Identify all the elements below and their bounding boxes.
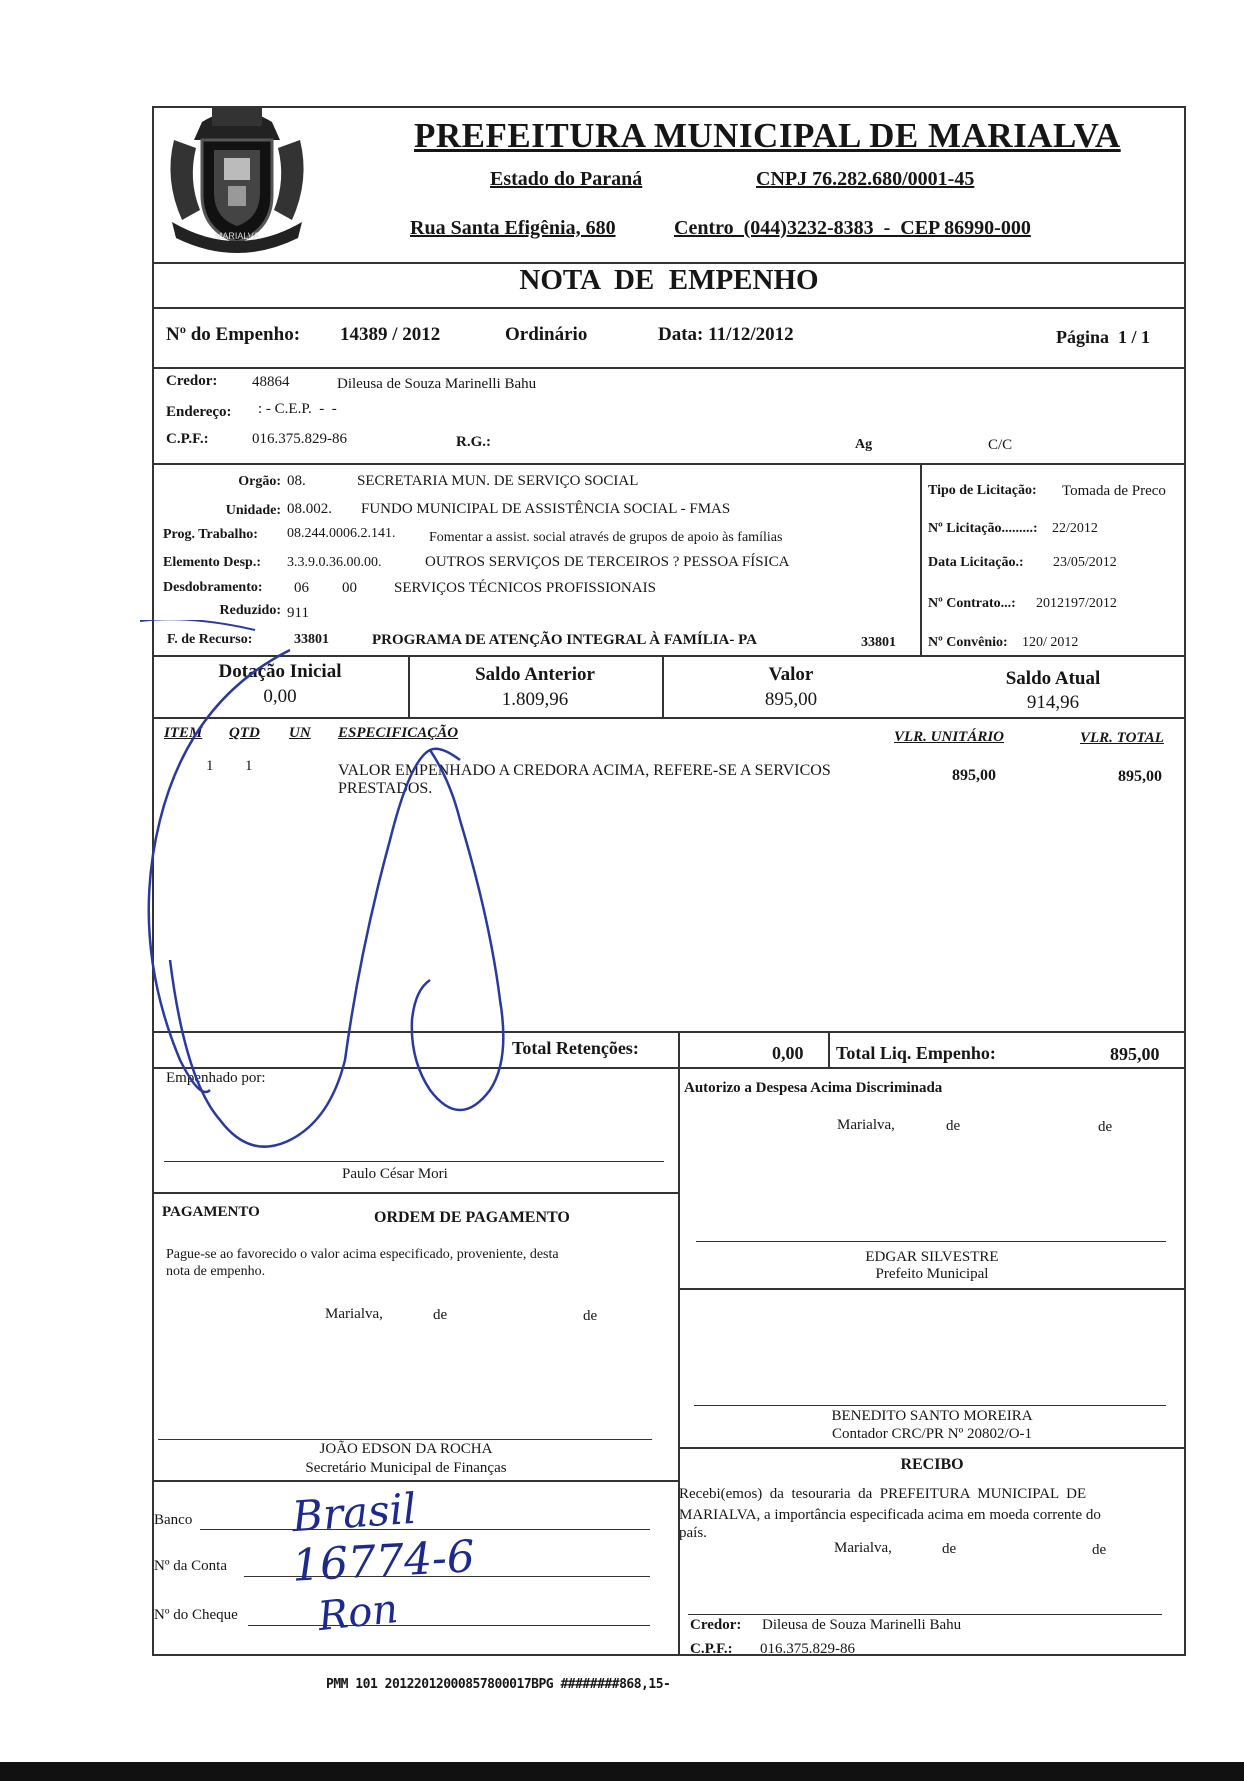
pagamento-label: PAGAMENTO: [162, 1204, 260, 1220]
liquido-label: Total Liq. Empenho:: [836, 1043, 996, 1063]
saldo-atual-label: Saldo Atual: [1005, 668, 1101, 689]
item-spec-line1: VALOR EMPENHADO A CREDORA ACIMA, REFERE-SE A SERVICOS: [338, 762, 831, 779]
saldo-anterior-value: 1.809,96: [501, 689, 569, 710]
col-item-header: ITEM: [164, 725, 203, 741]
empenho-date: Data: 11/12/2012: [658, 324, 794, 345]
handwritten-signature: [130, 620, 690, 1180]
page-number: Página 1 / 1: [1056, 327, 1151, 347]
empenho-number-label: Nº do Empenho:: [166, 324, 301, 345]
recibo-title: RECIBO: [900, 1456, 964, 1473]
convenio-label: Nº Convênio:: [928, 635, 1008, 650]
valor-label: Valor: [768, 664, 814, 685]
autorizo-label: Autorizo a Despesa Acima Discriminada: [684, 1080, 943, 1096]
orgao-name: SECRETARIA MUN. DE SERVIÇO SOCIAL: [357, 473, 639, 489]
contrato-value: 2012197/2012: [1036, 596, 1117, 611]
convenio-value: 120/ 2012: [1022, 635, 1079, 650]
desdob-code2: 00: [342, 580, 357, 596]
address-label: Rua Santa Efigênia, 680: [410, 217, 616, 239]
pagamento-place: Marialva,: [325, 1306, 383, 1322]
numero-licitacao-label: Nº Licitação.........:: [928, 521, 1038, 536]
cpf-label: C.P.F.:: [166, 431, 209, 447]
contador-role: Contador CRC/PR Nº 20802/O-1: [831, 1426, 1033, 1442]
valor-value: 895,00: [764, 689, 818, 710]
recibo-text-line2: MARIALVA, a importância especificada acima em moeda corrente do: [679, 1507, 1101, 1523]
svg-text:MARIALVA: MARIALVA: [214, 231, 260, 241]
reduzido-value: 911: [287, 605, 309, 621]
conta-handwritten: 16774-6: [290, 1531, 477, 1592]
col-unit-header: VLR. UNITÁRIO: [894, 729, 1005, 745]
unidade-name: FUNDO MUNICIPAL DE ASSISTÊNCIA SOCIAL - FMAS: [361, 501, 731, 517]
saldo-atual-value: 914,96: [1026, 692, 1080, 713]
numero-licitacao-value: 22/2012: [1052, 521, 1098, 536]
retencoes-label: Total Retenções:: [512, 1038, 639, 1058]
col-total-header: VLR. TOTAL: [1080, 730, 1164, 746]
footer-code: PMM 101 20122012000857800017BPG ########868,15-: [326, 1677, 671, 1692]
retencoes-value: 0,00: [772, 1043, 804, 1063]
recibo-text-line3: país.: [679, 1525, 707, 1541]
recibo-cpf-label: C.P.F.:: [690, 1641, 733, 1657]
data-licitacao-label: Data Licitação.:: [928, 555, 1024, 570]
dotacao-inicial-label: Dotação Inicial: [218, 661, 342, 682]
ag-label: Ag: [855, 437, 873, 452]
recibo-de2: de: [1092, 1542, 1107, 1558]
coat-of-arms-icon: [162, 100, 312, 260]
endereco-label: Endereço:: [166, 404, 232, 420]
recurso-code2: 33801: [861, 635, 896, 650]
item-unit-value: 895,00: [952, 767, 996, 784]
empenho-number: 14389 / 2012: [340, 324, 441, 345]
state-label: Estado do Paraná: [490, 168, 643, 190]
empenhado-label: Empenhado por:: [166, 1070, 266, 1086]
cpf-value: 016.375.829-86: [252, 431, 347, 447]
tipo-licitacao-label: Tipo de Licitação:: [928, 483, 1037, 498]
recurso-code: 33801: [294, 632, 329, 647]
recurso-label: F. de Recurso:: [167, 632, 253, 647]
saldo-anterior-label: Saldo Anterior: [475, 664, 595, 685]
recibo-cpf-value: 016.375.829-86: [760, 1641, 855, 1657]
recibo-text-line1: Recebi(emos) da tesouraria da PREFEITURA MUNICIPAL DE: [679, 1486, 1087, 1502]
banco-label: Banco: [154, 1512, 193, 1528]
prog-label: Prog. Trabalho:: [163, 527, 258, 542]
pagamento-de2: de: [583, 1308, 598, 1324]
item-number: 1: [206, 758, 214, 774]
rg-label: R.G.:: [456, 434, 491, 450]
pagamento-role: Secretário Municipal de Finanças: [305, 1460, 507, 1476]
recibo-credor-label: Credor:: [690, 1617, 742, 1633]
pagamento-text-line1: Pague-se ao favorecido o valor acima especificado, proveniente, desta: [166, 1247, 559, 1262]
recurso-name: PROGRAMA DE ATENÇÃO INTEGRAL À FAMÍLIA- PA: [372, 632, 758, 648]
autorizo-place: Marialva,: [837, 1117, 895, 1133]
elemento-code: 3.3.9.0.36.00.00.: [287, 555, 382, 570]
recibo-place: Marialva,: [834, 1540, 892, 1556]
dotacao-inicial-value: 0,00: [263, 686, 297, 707]
credor-label: Credor:: [166, 373, 218, 389]
pagamento-text-line2: nota de empenho.: [166, 1264, 266, 1279]
autorizo-de1: de: [946, 1118, 961, 1134]
cheque-handwritten: Ron: [315, 1585, 401, 1641]
endereco-value: : - C.E.P. - -: [258, 401, 337, 417]
data-licitacao-value: 23/05/2012: [1053, 555, 1117, 570]
page-title: PREFEITURA MUNICIPAL DE MARIALVA: [414, 116, 1121, 155]
elemento-label: Elemento Desp.:: [163, 555, 261, 570]
autorizo-role: Prefeito Municipal: [875, 1266, 989, 1282]
banco-handwritten: Brasil: [290, 1483, 418, 1542]
cnpj-label: CNPJ 76.282.680/0001-45: [756, 168, 975, 190]
credor-code: 48864: [252, 374, 290, 390]
recibo-de1: de: [942, 1541, 957, 1557]
prog-code: 08.244.0006.2.141.: [287, 526, 396, 541]
cheque-label: Nº do Cheque: [154, 1607, 238, 1623]
desdob-code1: 06: [294, 580, 309, 596]
prog-name: Fomentar a assist. social através de grupos de apoio às famílias: [429, 530, 783, 545]
pagamento-de1: de: [433, 1307, 448, 1323]
desdob-name: SERVIÇOS TÉCNICOS PROFISSIONAIS: [394, 580, 656, 596]
tipo-licitacao-value: Tomada de Preco: [1062, 483, 1166, 499]
item-qtd: 1: [245, 758, 253, 774]
elemento-name: OUTROS SERVIÇOS DE TERCEIROS ? PESSOA FÍSICA: [425, 554, 790, 570]
credor-name: Dileusa de Souza Marinelli Bahu: [337, 376, 537, 392]
conta-label: Nº da Conta: [154, 1558, 227, 1574]
unidade-label: Unidade:: [225, 503, 281, 518]
address-rest-label: Centro (044)3232-8383 - CEP 86990-000: [674, 217, 1031, 239]
autorizo-signer: EDGAR SILVESTRE: [865, 1249, 999, 1265]
contador-signer: BENEDITO SANTO MOREIRA: [831, 1408, 1033, 1424]
empenho-type: Ordinário: [505, 324, 588, 345]
orgao-code: 08.: [287, 473, 306, 489]
cc-label: C/C: [988, 437, 1013, 453]
scan-edge: [0, 1762, 1244, 1781]
pagamento-signer: JOÃO EDSON DA ROCHA: [319, 1441, 493, 1457]
item-total-value: 895,00: [1118, 768, 1162, 785]
empenhado-signer: Paulo César Mori: [342, 1166, 448, 1182]
autorizo-de2: de: [1098, 1119, 1113, 1135]
reduzido-label: Reduzido:: [219, 603, 281, 618]
col-spec-header: ESPECIFICAÇÃO: [338, 725, 459, 741]
ordem-pagamento-label: ORDEM DE PAGAMENTO: [374, 1209, 570, 1226]
liquido-value: 895,00: [1110, 1044, 1160, 1064]
col-qtd-header: QTD: [229, 725, 260, 741]
unidade-code: 08.002.: [287, 501, 332, 517]
orgao-label: Orgão:: [238, 474, 281, 489]
desdob-label: Desdobramento:: [163, 580, 263, 595]
item-spec-line2: PRESTADOS.: [338, 780, 433, 797]
recibo-credor-value: Dileusa de Souza Marinelli Bahu: [762, 1617, 962, 1633]
col-un-header: UN: [289, 725, 311, 741]
contrato-label: Nº Contrato...:: [928, 596, 1016, 611]
document-title: NOTA DE EMPENHO: [519, 264, 819, 296]
